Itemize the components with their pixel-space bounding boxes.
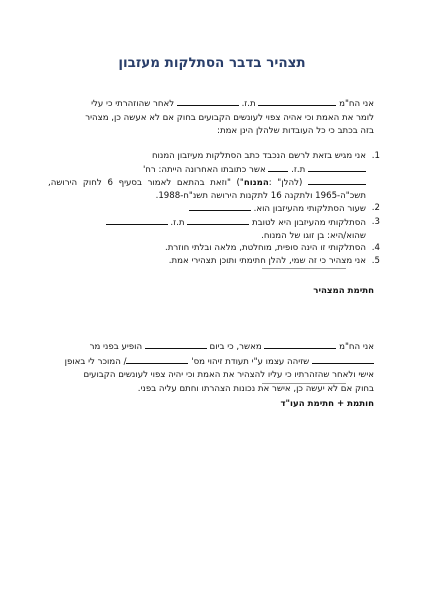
intro-line-3: בזה בכתב כי כל העובדות שלהלן הינן אמת: [217, 126, 374, 136]
intro-line-2: לומר את האמת וכי אהיה צפוי לעונשים הקבועים בחוק אם לא אעשה כן, מצהיר [85, 112, 374, 123]
declaration-items [48, 150, 380, 267]
list-item [48, 202, 380, 216]
item-number: 3. [371, 216, 380, 227]
lawyer-name-blank[interactable] [264, 340, 336, 349]
intro-paragraph [48, 97, 374, 139]
name-blank[interactable] [258, 97, 336, 106]
lawyer-text: הופיע בפני מר [89, 342, 145, 352]
item-text: ת.ז. [288, 164, 308, 175]
item-text: שעור הסתלקותי מהעיזבון הוא. [253, 204, 366, 215]
lawyer-line-4: בחוק אם לא יעשה כן, אישר את נכונות הצהרתו וחתם עליה בפני. [137, 383, 374, 394]
document-title: תצהיר בדבר הסתלקות מעזבון [118, 55, 306, 71]
lawyer-line-1 [48, 340, 374, 355]
declarant-signature-label: חתימת המצהיר [313, 286, 374, 296]
list-item [48, 242, 380, 255]
lawyer-line-2 [48, 355, 374, 370]
lawyer-text: אני הח"מ [336, 342, 374, 352]
intro-text-c: לאחר שהוזהרתי כי עלי [91, 99, 177, 109]
lawyer-text: שזיהה עצמו ע"י תעודת זיהוי מס' [188, 356, 312, 367]
item-number: 1. [371, 151, 380, 161]
lawyer-paragraph [48, 340, 374, 396]
date-blank[interactable] [145, 340, 207, 349]
beneficiary-name-blank[interactable] [187, 216, 249, 225]
item-text: אשר כתובתו האחרונה הייתה: רח' [142, 164, 269, 175]
beneficiary-id-blank[interactable] [106, 216, 168, 225]
item-text: ת.ז. [167, 217, 188, 228]
declarant-signature-line[interactable] [262, 268, 346, 269]
item-text: (להלן" : [268, 178, 308, 189]
lawyer-text: מאשר, כי ביום [206, 342, 265, 352]
list-item [48, 216, 380, 242]
lawyer-signature-line[interactable] [262, 383, 346, 384]
deceased-label: המנוח [243, 178, 269, 189]
list-item [48, 255, 380, 268]
item-text: אני מצהיר כי זה שמי, להלן חתימתי ותוכן תצהירי אמת. [168, 255, 366, 266]
deceased-id-blank[interactable] [268, 163, 288, 172]
appearer-name-blank[interactable] [312, 355, 374, 364]
deceased-name-blank[interactable] [308, 163, 366, 172]
item-text: שהוא/היא: בן זוגו של המנוח. [261, 230, 366, 241]
item-text: הסתלקותי מהעיזבון היא לטובת [249, 217, 366, 228]
address-blank[interactable] [308, 176, 366, 185]
item-text: אני מגיש בזאת לרשם הנכבד כתב הסתלקות מעיזבון המנוח [151, 151, 366, 161]
list-item [48, 150, 380, 202]
id-blank[interactable] [177, 97, 239, 106]
lawyer-line-3: אישי ולאחר שהזהרתיו כי עליו להצהיר את האמת וכי יהיה צפוי לעונשים הקבועים [83, 370, 374, 380]
share-blank[interactable] [189, 202, 251, 211]
intro-line-1 [48, 97, 374, 112]
item-text: הסתלקותי זו הינה סופית, מוחלטת, מלאה ובלתי חוזרת. [165, 243, 366, 254]
lawyer-text: / המוכר לי באופן [64, 356, 127, 367]
intro-text-b: ת.ז. [238, 99, 259, 109]
lawyer-signature-label: חותמת + חתימת העו"ד [280, 399, 374, 409]
appearer-id-blank[interactable] [126, 355, 188, 364]
item-number: 2. [371, 203, 380, 214]
item-number: 4. [371, 243, 380, 254]
item-text: ") "וזאת בהתאם לאמור בסעיף 6 לחוק הירושה, תשכ"ה-1965 ולתקנה 16 לתקנות הירושה תשנ"ח-1988. [48, 178, 366, 201]
item-number: 5. [371, 255, 380, 266]
intro-text-a: אני הח"מ [336, 99, 374, 109]
